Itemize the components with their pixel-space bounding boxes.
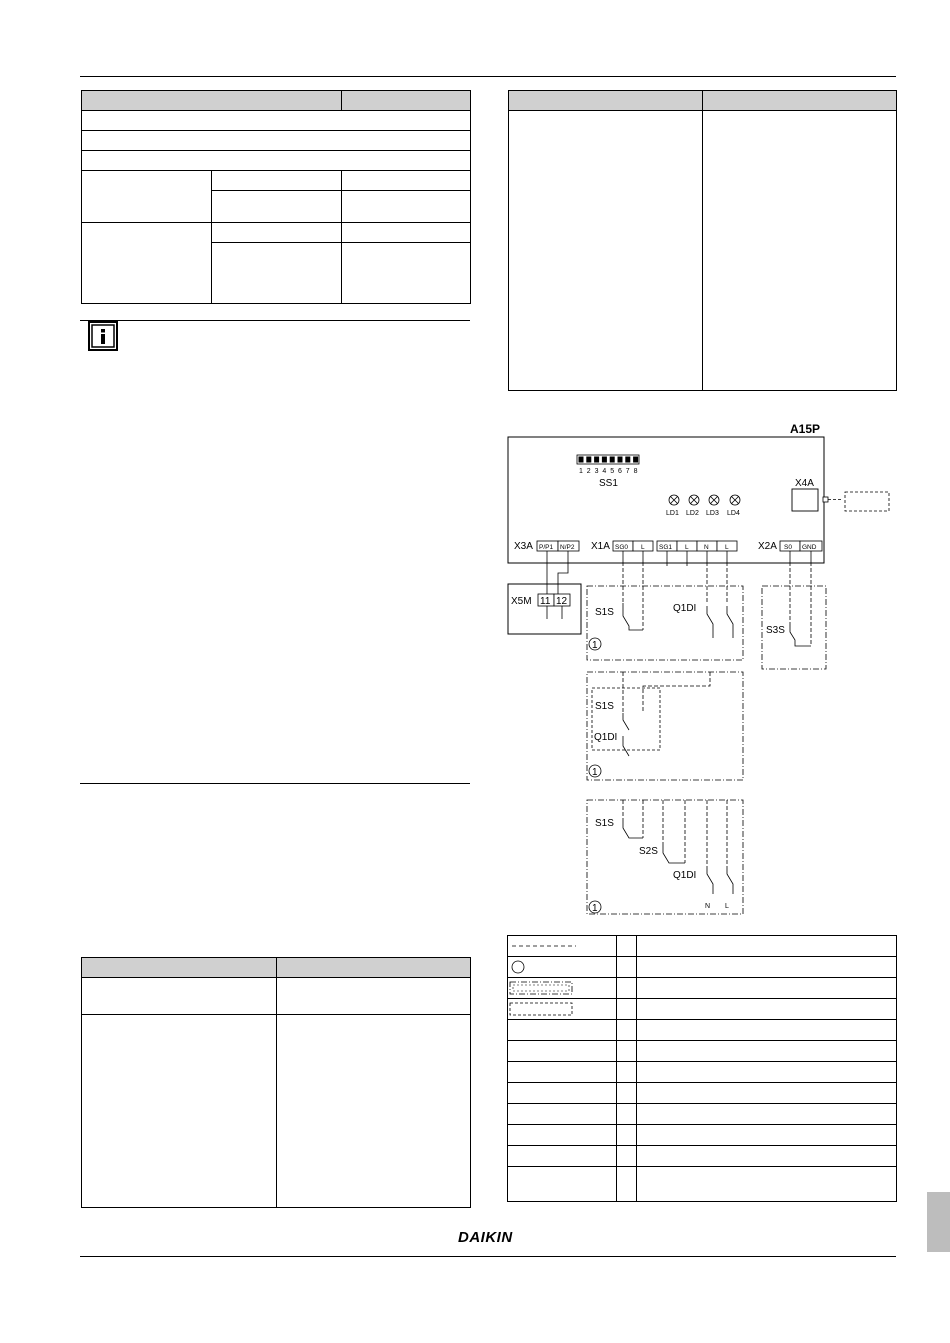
footer-rule: [80, 1256, 896, 1257]
x4a-label: X4A: [795, 478, 814, 489]
led-icon: [730, 495, 740, 505]
table-row: [82, 223, 471, 243]
table-header-row: [82, 91, 471, 111]
legend-row: [508, 1125, 897, 1146]
option-box-2: [587, 672, 743, 780]
legend-row: [508, 1041, 897, 1062]
x2a-label: X2A: [758, 541, 777, 552]
settings-table-bottom-left: [81, 957, 471, 1208]
q1di-label-2: Q1DI: [594, 732, 618, 743]
legend-row: [508, 1104, 897, 1125]
led-label-3: LD3: [706, 510, 719, 517]
x1a-pin-sg0: SG0: [615, 544, 629, 551]
dip-pos-8: 8: [633, 468, 638, 475]
legend-row: [508, 1062, 897, 1083]
dip-pos-7: 7: [625, 468, 630, 475]
x3a-pin-2: N/P2: [560, 544, 575, 551]
x5m-terminal-block: [508, 584, 581, 634]
legend-row: [508, 999, 897, 1020]
legend-row: [508, 1020, 897, 1041]
x1a-label: X1A: [591, 541, 610, 552]
x5m-pin-12: 12: [556, 596, 568, 607]
info-block-bottom-rule: [80, 783, 470, 784]
note-marker-3: 1: [592, 903, 598, 914]
s1s-label: S1S: [595, 607, 614, 618]
x2a-pin-gnd: GND: [802, 544, 817, 551]
x1a-pin-l2: L: [685, 544, 689, 551]
table-row: [82, 131, 471, 151]
field-supply-symbol-icon: [508, 1001, 608, 1017]
x3a-label: X3A: [514, 541, 533, 552]
s1s-label-2: S1S: [595, 701, 614, 712]
dip-pos-2: 2: [586, 468, 591, 475]
legend-row: [508, 936, 897, 957]
info-icon: [88, 321, 118, 351]
dashed-line-symbol-icon: [512, 941, 612, 951]
led-icon: [709, 495, 719, 505]
x3a-x5m-wiring: [547, 551, 568, 594]
option-box-s3s: [762, 568, 826, 669]
legend-row: [508, 1083, 897, 1104]
table-row: [82, 151, 471, 171]
x3a-pin-1: P/P1: [539, 544, 554, 551]
circle-symbol-icon: [510, 960, 610, 974]
legend-row: [508, 1167, 897, 1202]
dip-pos-6: 6: [618, 468, 622, 475]
x1a-pin-sg1: SG1: [659, 544, 673, 551]
led-label-2: LD2: [686, 510, 699, 517]
x1a-pin-l1: L: [641, 544, 645, 551]
table-row: [82, 1015, 471, 1208]
x1a-pin-l3: L: [725, 544, 729, 551]
legend-row: [508, 957, 897, 978]
table-header-row: [509, 91, 897, 111]
dip-pos-4: 4: [602, 468, 607, 475]
board-label: A15P: [790, 422, 821, 436]
x5m-pin-11: 11: [540, 596, 551, 607]
dip-pos-5: 5: [610, 468, 615, 475]
table-row: [82, 171, 471, 191]
terminal-l-label: L: [725, 903, 729, 910]
wiring-diagram: [505, 418, 900, 923]
table-row: [82, 111, 471, 131]
note-marker-1: 1: [592, 640, 598, 651]
header-rule: [80, 76, 896, 77]
brand-logo: DAIKIN: [458, 1229, 513, 1246]
legend-row: [508, 1146, 897, 1167]
legend-row: [508, 978, 897, 999]
dip-pos-3: 3: [594, 468, 599, 475]
terminal-n-label: N: [705, 903, 711, 910]
led-label-4: LD4: [727, 510, 740, 517]
dip-switch-label: SS1: [599, 478, 618, 489]
led-icon: [689, 495, 699, 505]
x1a-pin-n: N: [704, 544, 709, 551]
dip-switch-ss1: [577, 455, 639, 489]
q1di-label: Q1DI: [673, 603, 697, 614]
x4a-external-device: [845, 492, 889, 511]
info-block-top-rule: [80, 320, 470, 321]
x4a-terminal: [823, 497, 828, 502]
settings-table-top-left: [81, 90, 471, 304]
led-icon: [669, 495, 679, 505]
x5m-label: X5M: [511, 596, 532, 607]
x4a-connector: [792, 489, 818, 511]
note-marker-2: 1: [592, 767, 598, 778]
x2a-pin-s0: S0: [784, 544, 792, 551]
option-box-1: [587, 568, 743, 660]
q1di-label-3: Q1DI: [673, 870, 697, 881]
section-side-tab: [927, 1192, 950, 1252]
s1s-label-3: S1S: [595, 818, 614, 829]
table-row: [509, 111, 897, 391]
s2s-label: S2S: [639, 846, 658, 857]
led-label-1: LD1: [666, 510, 679, 517]
dip-pos-1: 1: [579, 468, 583, 475]
option-box-symbol-icon: [508, 980, 608, 996]
option-box-3: [587, 800, 743, 914]
legend-table: [507, 935, 897, 1202]
led-group: [669, 495, 740, 505]
settings-table-top-right: [508, 90, 897, 391]
table-row: [82, 978, 471, 1015]
table-header-row: [82, 958, 471, 978]
s3s-label: S3S: [766, 625, 785, 636]
